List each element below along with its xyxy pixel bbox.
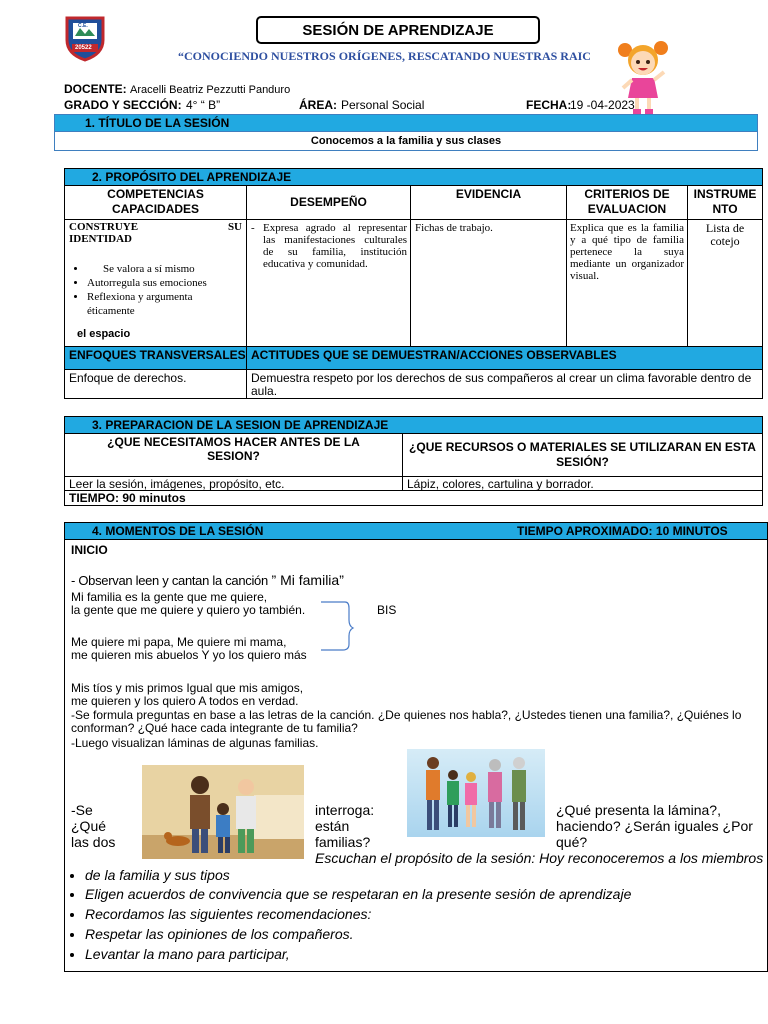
bullet-item — [85, 850, 768, 884]
fecha-value: 19 -04-2023 — [570, 98, 635, 112]
section1-heading — [54, 114, 758, 132]
capacidad-item — [87, 276, 242, 290]
q2-text: ¿QUE RECURSOS O MATERIALES SE UTILIZARAN EN ESTA SESIÓN? — [409, 440, 756, 469]
criterio-text: Explica que es la familia y a qué tipo de familia pertenece la suya mediante un organizador visual. — [570, 222, 684, 282]
section2-heading — [64, 168, 763, 186]
lyrics-block-3 — [71, 682, 303, 708]
actitudes-label: ACTITUDES QUE SE DEMUESTRAN/ACCIONES OBSERVABLES — [251, 348, 617, 362]
col-competencias — [64, 185, 247, 220]
bullet-item — [85, 944, 768, 964]
session-bullets — [69, 850, 768, 964]
area-value: Personal Social — [341, 98, 425, 112]
capacidad-item — [87, 290, 242, 318]
enfoque-value-cell — [64, 369, 247, 399]
bullet-text: Respetar las opiniones de los compañeros. — [85, 926, 354, 942]
lyrics-line: Me quiere mi papa, Me quiere mi mama, — [71, 635, 287, 649]
area-label: ÁREA: — [299, 98, 337, 112]
session-subtitle: “CONOCIENDO NUESTROS ORÍGENES, RESCATANDO NUESTRAS RAIC — [178, 49, 591, 63]
lyrics-line: la gente que me quiere y quiero yo también. — [71, 603, 306, 617]
competencias-cell — [64, 219, 247, 347]
lyrics-line: Mi familia es la gente que me quiere, — [71, 590, 268, 604]
visualize-paragraph: -Luego visualizan láminas de algunas familias. — [71, 736, 319, 750]
capacidad-item — [87, 262, 242, 276]
actitud-value-cell — [246, 369, 763, 399]
bullet-item — [85, 904, 768, 924]
bullet-text: Recordamos las siguientes recomendaciones: — [85, 906, 372, 922]
section3-heading-text: 3. PREPARACION DE LA SESION DE APRENDIZAJE — [92, 418, 389, 432]
col-competencias-text: COMPETENCIAS CAPACIDADES — [107, 187, 204, 216]
competencia-word-1: CONSTRUYE — [69, 221, 139, 233]
competencia-extra: el espacio — [77, 328, 131, 340]
actitudes-header — [246, 346, 763, 370]
fecha-label: FECHA: — [526, 98, 572, 112]
competencia-word-2: SU — [227, 221, 242, 233]
enfoque-value: Enfoque de derechos. — [69, 371, 187, 385]
lyrics-line: Mis tíos y mis primos Igual que mis amigos, — [71, 681, 304, 695]
grado-value: 4° “ B” — [186, 98, 221, 112]
desempeno-text: Expresa agrado al representar las manifestaciones culturales de su familia, institución educativa y comunidad. — [263, 222, 407, 270]
instrumento-cell — [687, 219, 763, 347]
question-col-3: ¿Qué presenta la lámina?, haciendo? ¿Serán iguales ¿Por qué? — [556, 802, 753, 850]
section2-heading-text: 2. PROPÓSITO DEL APRENDIZAJE — [92, 170, 292, 184]
desempeno-cell: - Expresa agrado al representar las manifestaciones culturales de su familia, institución educativa y comunidad. — [246, 219, 411, 347]
song-intro-text: - Observan leen y cantan la canción — [71, 573, 268, 588]
competencia-title — [69, 221, 242, 233]
a1-text: Leer la sesión, imágenes, propósito, etc. — [69, 477, 285, 491]
family-image-1 — [142, 765, 304, 859]
tiempo-cell — [64, 490, 763, 506]
school-logo — [64, 14, 106, 62]
bullet-item — [85, 924, 768, 944]
inicio-label: INICIO — [71, 543, 108, 557]
col-instrumento-text: INSTRUMENTO — [693, 187, 757, 216]
section4-time: TIEMPO APROXIMADO: 10 MINUTOS — [517, 524, 728, 538]
questions-paragraph: -Se formula preguntas en base a las letras de la canción. ¿De quienes nos habla?, ¿Ustedes tienen una familia?, ¿Quiénes lo conforman? ¿Qué hace cada integrante de tu familia? — [71, 708, 742, 735]
session-title-cell — [54, 131, 758, 151]
family-image-2 — [407, 749, 545, 837]
evidencia-text: Fichas de trabajo. — [415, 222, 493, 234]
criterio-cell — [566, 219, 688, 347]
lyrics-block-1 — [71, 591, 305, 617]
enfoques-label: ENFOQUES TRANSVERSALES — [69, 348, 246, 362]
page-title-box — [256, 16, 540, 44]
section4-heading — [64, 522, 768, 540]
col-evidencia — [410, 185, 567, 220]
col-criterios — [566, 185, 688, 220]
song-intro — [71, 572, 344, 588]
logo-text-bottom: 20522 — [75, 45, 92, 51]
a1-cell — [64, 476, 403, 491]
evidencia-cell — [410, 219, 567, 347]
lyrics-block-2 — [71, 636, 307, 662]
bullet-text: Levantar la mano para participar, — [85, 946, 290, 962]
docente-label: DOCENTE: — [64, 82, 127, 96]
q2-cell — [402, 433, 763, 477]
tiempo-text: TIEMPO: 90 minutos — [69, 491, 186, 505]
instrumento-text: Lista de cotejo — [705, 221, 745, 248]
bullet-text: Eligen acuerdos de convivencia que se respetaran en la presente sesión de aprendizaje — [85, 886, 632, 902]
bullet-text: Escuchan el propósito de la sesión: Hoy reconoceremos a los miembros de la familia y sus tipos — [85, 850, 764, 883]
grado-label: GRADO Y SECCIÓN: — [64, 98, 182, 112]
col-evidencia-text: EVIDENCIA — [455, 187, 522, 201]
actitud-value: Demuestra respeto por los derechos de sus compañeros al crear un clima favorable dentro de aula. — [251, 371, 752, 398]
question-col-1: -Se ¿Qué las dos — [71, 802, 116, 850]
question-col-2: interroga: están familias? — [315, 802, 375, 850]
col-desempeno — [246, 185, 411, 220]
brace-icon — [319, 598, 359, 656]
session-title: Conocemos a la familia y sus clases — [310, 135, 502, 147]
section4-body — [64, 539, 768, 972]
capacidad-text: Se valora a sí mismo — [103, 263, 195, 275]
logo-text-top: C.E. — [78, 23, 88, 29]
col-desempeno-text: DESEMPEÑO — [290, 195, 367, 209]
section3-heading — [64, 416, 763, 434]
lyrics-line: me quieren y los quiero A todos en verdad. — [71, 694, 299, 708]
capacidades-list — [69, 262, 242, 318]
docente-value: Aracelli Beatriz Pezzutti Panduro — [130, 84, 291, 96]
page-title: SESIÓN DE APRENDIZAJE — [302, 22, 494, 39]
section4-heading-text: 4. MOMENTOS DE LA SESIÓN — [92, 524, 264, 538]
col-criterios-text: CRITERIOS DE EVALUACION — [584, 187, 670, 216]
competencia-word-3: IDENTIDAD — [69, 233, 132, 245]
q1-text: ¿QUE NECESITAMOS HACER ANTES DE LA SESION? — [107, 435, 360, 463]
lyrics-line: me quieren mis abuelos Y yo los quiero más — [71, 648, 307, 662]
col-instrumento — [687, 185, 763, 220]
capacidad-text: Autorregula sus emociones — [87, 277, 207, 289]
docente-line — [64, 82, 290, 96]
section1-heading-text: 1. TÍTULO DE LA SESIÓN — [85, 116, 230, 130]
q1-cell — [64, 433, 403, 477]
a2-cell — [402, 476, 763, 491]
enfoques-header — [64, 346, 247, 370]
bullet-item — [85, 884, 768, 904]
capacidad-text: Reflexiona y argumenta éticamente — [87, 291, 193, 317]
bis-label: BIS — [377, 603, 397, 617]
a2-text: Lápiz, colores, cartulina y borrador. — [407, 477, 594, 491]
song-title: ” Mi familia” — [271, 572, 344, 588]
